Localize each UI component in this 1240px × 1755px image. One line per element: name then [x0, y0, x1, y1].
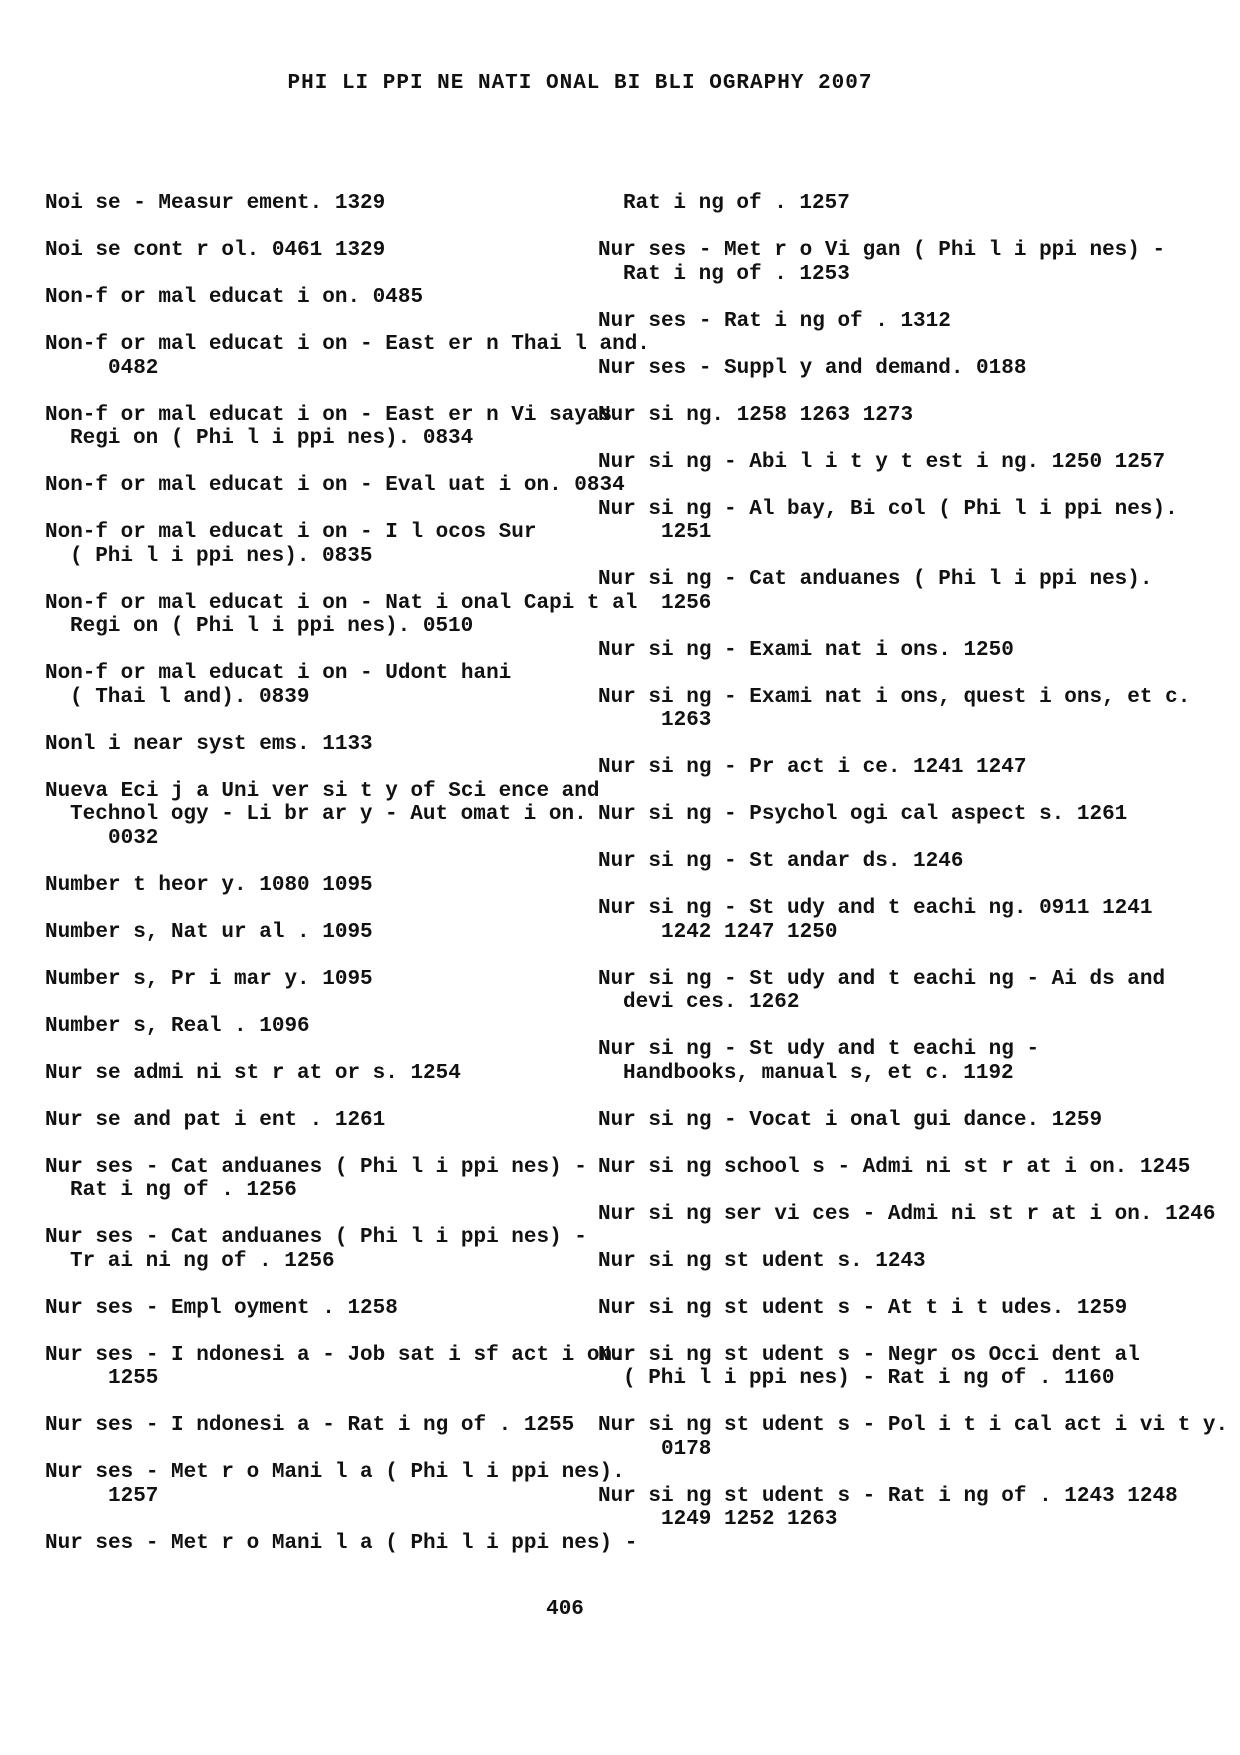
index-entry: [45, 591, 638, 639]
index-entry-line: 1249 1252 1263: [661, 1508, 838, 1531]
index-entry: [598, 1484, 1178, 1532]
index-entry-line: Nur si ng - St udy and t eachi ng - Ai ds and: [598, 967, 1166, 991]
index-entry: [45, 1414, 575, 1438]
index-entry: [598, 803, 1128, 827]
index-entry-line: Nur ses - Met r o Mani l a ( Phi l i ppi nes).: [45, 1461, 625, 1484]
index-entry: [45, 239, 565, 263]
index-entry: [45, 1226, 587, 1273]
index-entry: [45, 874, 565, 898]
index-entry: [45, 192, 565, 216]
index-entry: [45, 921, 565, 945]
index-entry-line: Nur si ng school s - Admi ni st r at i on. 1245: [598, 1155, 1191, 1179]
index-entry: [598, 239, 1166, 286]
index-entry: [598, 192, 1128, 216]
index-entry-line: 1255: [108, 1367, 159, 1390]
index-entry: [45, 286, 565, 310]
index-entry: [598, 1343, 1140, 1391]
index-entry-line: Non-f or mal educat i on - Eval uat i on. 0834: [45, 474, 625, 497]
index-entry: [45, 1343, 625, 1391]
index-entry-line: Regi on ( Phi l i ppi nes). 0834: [70, 427, 474, 450]
index-entry: [45, 403, 613, 451]
index-entry: [598, 756, 1128, 780]
index-entry: [598, 1414, 1229, 1461]
index-column-right: [598, 192, 1229, 1555]
index-entry: [598, 1250, 1128, 1274]
index-entry: [598, 1038, 1128, 1085]
index-entry-line: Number t heor y. 1080 1095: [45, 873, 373, 897]
index-entry-line: Nur si ng - St udy and t eachi ng. 0911 1241: [598, 897, 1153, 920]
index-entry-line: Non-f or mal educat i on - Udont hani: [45, 662, 512, 685]
index-entry: [598, 450, 1166, 475]
index-entry: [45, 1015, 565, 1039]
index-entry: [45, 1109, 565, 1133]
index-entry-line: Non-f or mal educat i on. 0485: [45, 286, 424, 309]
index-entry: [45, 1531, 638, 1556]
index-entry-line: Rat i ng of . 1257: [623, 192, 850, 215]
index-entry-line: Tr ai ni ng of . 1256: [70, 1249, 335, 1273]
index-entry-line: Nur ses - Cat anduanes ( Phi l i ppi nes) -: [45, 1155, 587, 1179]
index-entry: [45, 779, 600, 851]
index-entry: [598, 967, 1166, 1015]
index-entry: [45, 1155, 587, 1203]
index-entry: [598, 1109, 1128, 1133]
index-entry-line: Nur se and pat i ent . 1261: [45, 1108, 386, 1132]
index-entry-line: Non-f or mal educat i on - East er n Vi sayas: [45, 403, 613, 427]
index-entry-line: 1257: [108, 1484, 159, 1508]
index-entry-line: Non-f or mal educat i on - I l ocos Sur: [45, 521, 537, 544]
index-entry-line: Rat i ng of . 1256: [70, 1179, 297, 1202]
index-entry-line: devi ces. 1262: [623, 991, 800, 1014]
index-entry: [45, 1062, 565, 1086]
index-entry-line: Noi se cont r ol. 0461 1329: [45, 239, 386, 262]
index-entry: [598, 310, 1128, 334]
index-entry-line: Nur si ng ser vi ces - Admi ni st r at i on. 1246: [598, 1202, 1216, 1226]
index-entry-line: Nueva Eci j a Uni ver si t y of Sci ence and: [45, 779, 600, 803]
index-entry-line: Nur si ng. 1258 1263 1273: [598, 403, 914, 427]
index-entry-line: 1256: [661, 591, 712, 615]
index-entry-line: Number s, Real . 1096: [45, 1014, 310, 1038]
index-entry: [598, 568, 1153, 615]
index-entry-line: 1263: [661, 709, 712, 732]
index-entry-line: Nur si ng st udent s - Rat i ng of . 1243 1248: [598, 1484, 1178, 1508]
index-entry-line: Nonl i near syst ems. 1133: [45, 732, 373, 756]
index-entry: [598, 1202, 1216, 1227]
index-entry: [598, 497, 1178, 545]
index-entry-line: Nur si ng - Exami nat i ons, quest i ons, et c.: [598, 685, 1191, 709]
index-entry-line: Nur si ng st udent s - Pol i t i cal act i vi t y.: [598, 1414, 1229, 1437]
index-entry-line: 1251: [661, 521, 712, 544]
index-entry-line: Nur ses - I ndonesi a - Rat i ng of . 1255: [45, 1414, 575, 1437]
index-entry: [598, 685, 1191, 733]
index-entry: [45, 968, 565, 992]
index-entry: [598, 639, 1128, 663]
index-entry-line: Nur ses - Met r o Mani l a ( Phi l i ppi nes) -: [45, 1531, 638, 1555]
index-entry-line: Nur ses - Met r o Vi gan ( Phi l i ppi nes) -: [598, 239, 1166, 262]
index-entry-line: Nur si ng st udent s - At t i t udes. 1259: [598, 1296, 1128, 1320]
index-entry-line: Nur si ng - St udy and t eachi ng -: [598, 1038, 1040, 1061]
index-entry-line: Nur si ng - Vocat i onal gui dance. 1259: [598, 1108, 1103, 1132]
index-entry-line: ( Thai l and). 0839: [70, 685, 310, 709]
index-entry-line: Handbooks, manual s, et c. 1192: [623, 1061, 1014, 1085]
index-entry-line: Nur si ng - Exami nat i ons. 1250: [598, 638, 1014, 662]
index-entry: [598, 1155, 1191, 1180]
index-entry-line: Nur se admi ni st r at or s. 1254: [45, 1061, 461, 1085]
index-entry: [598, 850, 1128, 874]
index-entry-line: Nur si ng st udent s - Negr os Occi dent al: [598, 1343, 1140, 1367]
index-entry: [45, 1461, 625, 1508]
index-entry-line: Nur ses - Cat anduanes ( Phi l i ppi nes) -: [45, 1226, 587, 1249]
page-header: PHI LI PPI NE NATI ONAL BI BLI OGRAPHY 2007: [287, 72, 873, 95]
index-entry-line: Nur si ng - St andar ds. 1246: [598, 850, 964, 873]
index-entry: [45, 333, 650, 380]
index-entry-line: 1242 1247 1250: [661, 920, 838, 944]
index-entry: [598, 357, 1128, 381]
index-entry-line: Nur si ng - Cat anduanes ( Phi l i ppi nes).: [598, 568, 1153, 591]
index-entry-line: Number s, Nat ur al . 1095: [45, 920, 373, 944]
index-entry-line: Nur ses - Suppl y and demand. 0188: [598, 356, 1027, 380]
index-entry: [598, 897, 1153, 944]
index-entry: [45, 733, 565, 757]
index-entry-line: ( Phi l i ppi nes). 0835: [70, 544, 373, 568]
index-entry-line: Nur si ng - Al bay, Bi col ( Phi l i ppi nes).: [598, 497, 1178, 521]
index-entry-line: Non-f or mal educat i on - Nat i onal Capi t al: [45, 591, 638, 615]
index-entry: [598, 404, 1128, 428]
index-column-left: [45, 192, 650, 1579]
index-entry-line: Noi se - Measur ement. 1329: [45, 192, 386, 215]
index-entry-line: Rat i ng of . 1253: [623, 262, 850, 286]
index-entry-line: Technol ogy - Li br ar y - Aut omat i on.: [70, 803, 587, 826]
index-entry-line: Nur si ng - Pr act i ce. 1241 1247: [598, 756, 1027, 779]
index-entry-line: Nur ses - I ndonesi a - Job sat i sf act i on.: [45, 1343, 625, 1367]
index-entry-line: 0482: [108, 356, 159, 380]
index-entry: [45, 662, 565, 709]
index-entry: [45, 1297, 565, 1321]
index-entry-line: 0178: [661, 1437, 712, 1461]
index-entry-line: ( Phi l i ppi nes) - Rat i ng of . 1160: [623, 1367, 1115, 1390]
page-number: 406: [546, 1598, 584, 1621]
index-entry-line: Nur ses - Rat i ng of . 1312: [598, 309, 951, 333]
index-entry-line: 0032: [108, 826, 159, 850]
index-entry: [598, 1297, 1128, 1321]
index-entry-line: Nur si ng st udent s. 1243: [598, 1249, 926, 1273]
index-entry: [45, 521, 565, 568]
index-entry: [45, 474, 625, 498]
index-entry-line: Non-f or mal educat i on - East er n Thai l and.: [45, 333, 650, 356]
index-entry-line: Number s, Pr i mar y. 1095: [45, 967, 373, 991]
index-entry-line: Regi on ( Phi l i ppi nes). 0510: [70, 615, 474, 638]
index-entry-line: Nur si ng - Psychol ogi cal aspect s. 1261: [598, 803, 1128, 826]
index-entry-line: Nur ses - Empl oyment . 1258: [45, 1296, 398, 1320]
index-entry-line: Nur si ng - Abi l i t y t est i ng. 1250 1257: [598, 450, 1166, 474]
